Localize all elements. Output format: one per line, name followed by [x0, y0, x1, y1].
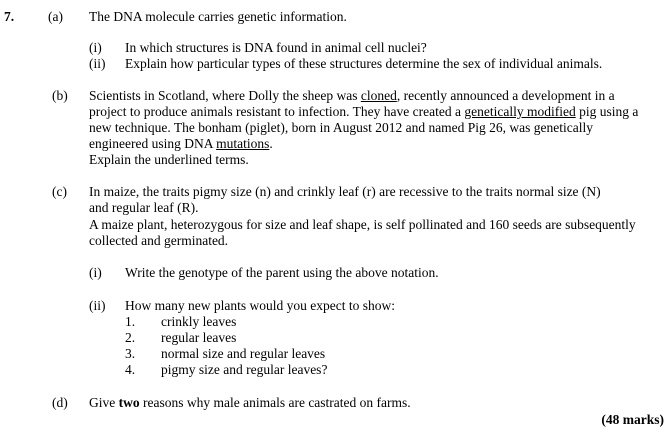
part-a-intro: The DNA molecule carries genetic information.	[89, 9, 347, 24]
part-c-line-2: and regular leaf (R).	[89, 200, 199, 215]
part-c-i-text: Write the genotype of the parent using the above notation.	[125, 265, 439, 280]
list-item-num: 1.	[125, 314, 136, 329]
list-item-num: 3.	[125, 346, 136, 361]
part-c-ii-text: How many new plants would you expect to show:	[125, 298, 395, 313]
part-a-i-text: In which structures is DNA found in animal cell nuclei?	[125, 40, 427, 55]
part-b-line-4: engineered using DNA mutations.	[89, 136, 273, 151]
list-item-text: regular leaves	[161, 330, 237, 345]
part-c-label: (c)	[52, 184, 67, 199]
list-item-text: crinkly leaves	[161, 314, 237, 329]
part-b-line-1: Scientists in Scotland, where Dolly the sheep was cloned, recently announced a development in a	[89, 88, 615, 103]
underlined-term-cloned: cloned	[360, 88, 397, 103]
part-b-line-2: project to produce animals resistant to infection. They have created a genetically modified pig using a	[89, 104, 639, 119]
part-b-label: (b)	[52, 88, 68, 103]
underlined-term-genetically-modified: genetically modified	[464, 104, 576, 119]
list-item-num: 2.	[125, 330, 136, 345]
part-a-i-label: (i)	[89, 40, 102, 55]
part-d-label: (d)	[52, 395, 68, 410]
emphasis-two: two	[118, 395, 140, 410]
list-item-num: 4.	[125, 362, 136, 377]
question-number: 7.	[4, 9, 15, 24]
part-a-ii-label: (ii)	[89, 56, 106, 71]
part-c-line-1: In maize, the traits pigmy size (n) and crinkly leaf (r) are recessive to the traits normal size (N)	[89, 184, 601, 199]
part-d-text: Give two reasons why male animals are castrated on farms.	[89, 395, 411, 410]
underlined-term-mutations: mutations	[216, 136, 270, 151]
part-c-i-label: (i)	[89, 265, 102, 280]
part-c-line-4: collected and germinated.	[89, 233, 229, 248]
list-item-text: pigmy size and regular leaves?	[161, 362, 328, 377]
part-b-line-3: new technique. The bonham (piglet), born in August 2012 and named Pig 26, was genetically	[89, 120, 594, 135]
part-c-ii-label: (ii)	[89, 298, 106, 313]
part-b-line-5: Explain the underlined terms.	[89, 152, 249, 167]
part-a-ii-text: Explain how particular types of these structures determine the sex of individual animals.	[125, 56, 603, 71]
part-c-line-3: A maize plant, heterozygous for size and leaf shape, is self pollinated and 160 seeds are subsequently	[89, 217, 636, 232]
total-marks: (48 marks)	[601, 412, 664, 427]
list-item-text: normal size and regular leaves	[161, 346, 326, 361]
part-a-label: (a)	[48, 9, 63, 24]
